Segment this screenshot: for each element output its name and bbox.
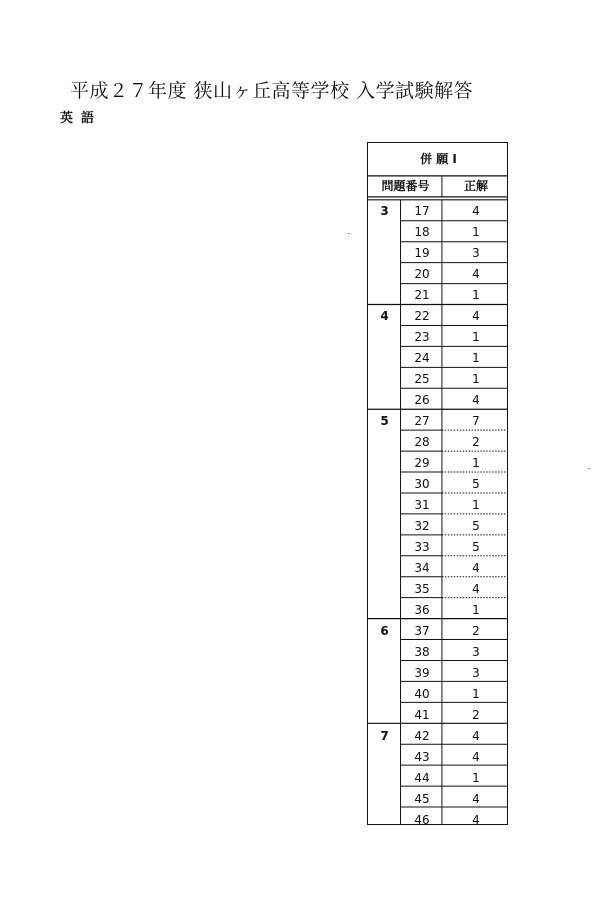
question-number: 44 — [414, 771, 430, 785]
question-number: 17 — [414, 204, 430, 218]
answer-table — [367, 142, 508, 825]
answer-value: 4 — [472, 561, 480, 575]
question-number: 24 — [414, 351, 430, 365]
answer-value: 3 — [472, 666, 480, 680]
column-header-answer: 正解 — [463, 179, 488, 193]
answer-value: 1 — [472, 225, 480, 239]
question-number: 37 — [414, 624, 430, 638]
section-number: 3 — [380, 204, 389, 218]
subject-label: 英語 — [60, 111, 103, 126]
question-number: 20 — [414, 267, 430, 281]
question-number: 30 — [414, 477, 430, 491]
answer-value: 5 — [472, 519, 480, 533]
column-header-question: 問題番号 — [381, 179, 430, 193]
answer-value: 1 — [472, 288, 480, 302]
scan-speck — [348, 233, 350, 234]
answer-value: 4 — [472, 792, 480, 806]
answer-value: 2 — [472, 708, 480, 722]
answer-value: 4 — [472, 582, 480, 596]
section-number: 6 — [380, 624, 389, 638]
question-number: 18 — [414, 225, 430, 239]
question-number: 38 — [414, 645, 430, 659]
section-number: 7 — [380, 729, 389, 743]
answer-value: 5 — [472, 540, 480, 554]
question-number: 27 — [414, 414, 430, 428]
answer-value: 4 — [472, 204, 480, 218]
answer-value: 1 — [472, 456, 480, 470]
question-number: 28 — [414, 435, 430, 449]
question-number: 40 — [414, 687, 430, 701]
question-number: 39 — [414, 666, 430, 680]
question-number: 22 — [414, 309, 430, 323]
answer-value: 4 — [472, 729, 480, 743]
question-number: 36 — [414, 603, 430, 617]
answer-value: 4 — [472, 267, 480, 281]
section-number: 4 — [380, 309, 389, 323]
question-number: 26 — [414, 393, 430, 407]
question-number: 42 — [414, 729, 430, 743]
answer-value: 1 — [472, 330, 480, 344]
question-number: 43 — [414, 750, 430, 764]
page-title: 平成２７年度 狭山ヶ丘高等学校 入学試験解答 — [70, 80, 474, 102]
answer-value: 2 — [472, 435, 480, 449]
question-number: 33 — [414, 540, 430, 554]
answer-value: 1 — [472, 603, 480, 617]
answer-value: 3 — [472, 645, 480, 659]
question-number: 46 — [414, 813, 430, 827]
question-number: 31 — [414, 498, 430, 512]
answer-value: 7 — [472, 414, 480, 428]
question-number: 45 — [414, 792, 430, 806]
answer-value: 4 — [472, 393, 480, 407]
question-number: 19 — [414, 246, 430, 260]
answer-value: 3 — [472, 246, 480, 260]
question-number: 25 — [414, 372, 430, 386]
answer-value: 1 — [472, 771, 480, 785]
question-number: 29 — [414, 456, 430, 470]
answer-value: 1 — [472, 351, 480, 365]
table-header-heiganI: 併 願 Ⅰ — [420, 152, 457, 166]
answer-value: 1 — [472, 372, 480, 386]
answer-value: 4 — [472, 813, 480, 827]
answer-value: 1 — [472, 687, 480, 701]
answer-value: 2 — [472, 624, 480, 638]
question-number: 21 — [414, 288, 430, 302]
question-number: 32 — [414, 519, 430, 533]
section-number: 5 — [380, 414, 389, 428]
question-number: 41 — [414, 708, 430, 722]
question-number: 35 — [414, 582, 430, 596]
answer-value: 4 — [472, 309, 480, 323]
scan-speck — [588, 468, 590, 469]
answer-value: 5 — [472, 477, 480, 491]
answer-value: 4 — [472, 750, 480, 764]
question-number: 34 — [414, 561, 430, 575]
question-number: 23 — [414, 330, 430, 344]
answer-value: 1 — [472, 498, 480, 512]
